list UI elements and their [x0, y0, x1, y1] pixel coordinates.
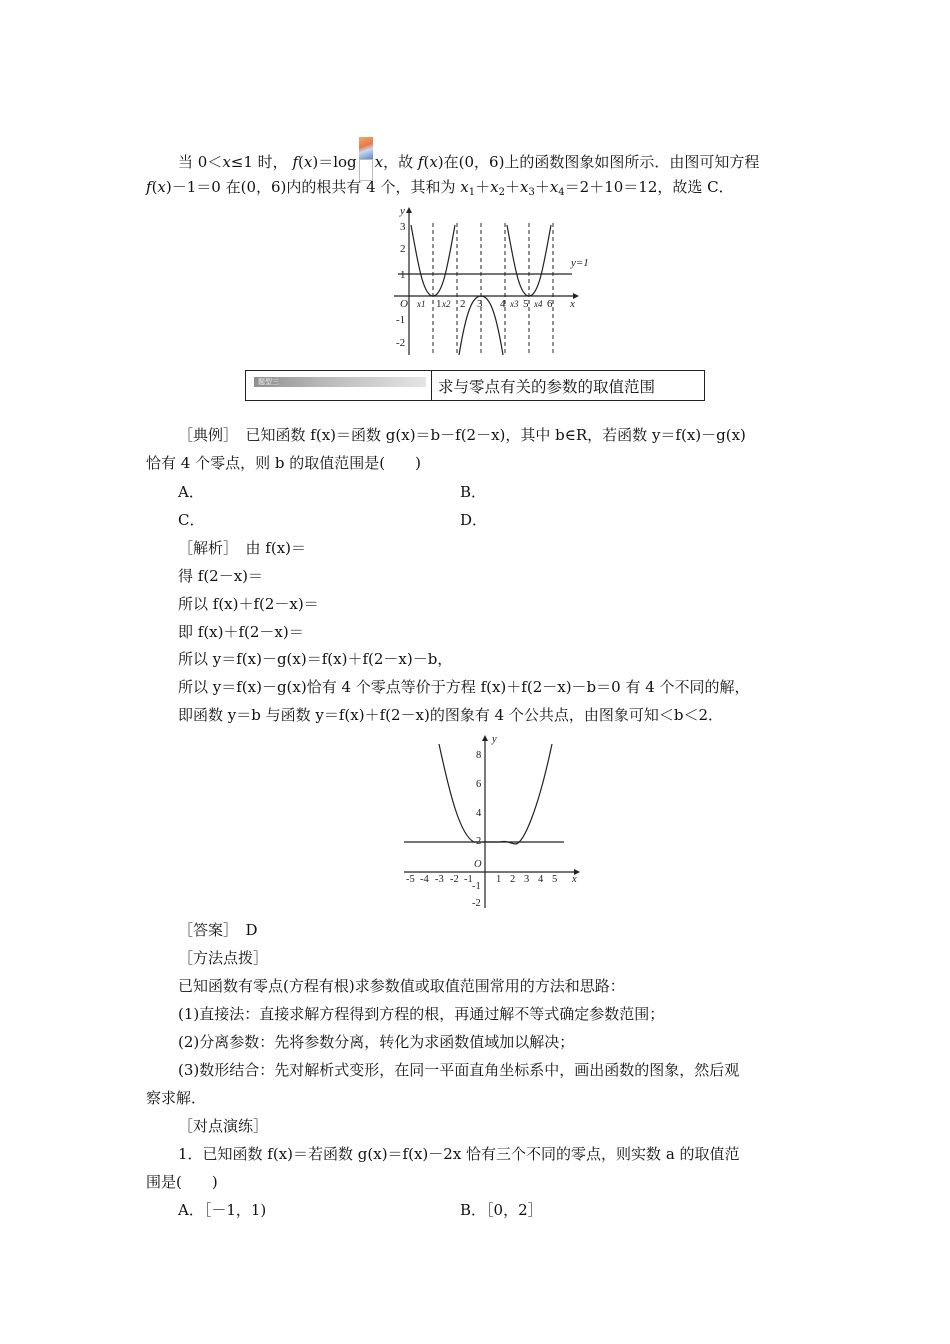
figure2-origin: O: [474, 859, 482, 870]
figure1-xtick: 2: [460, 298, 466, 310]
figure2-x-label: x: [572, 874, 577, 885]
figure2-xtick: -1: [464, 874, 473, 885]
example-label: ［典例］: [178, 426, 231, 444]
figure2-xtick: -3: [435, 874, 444, 885]
method-item: (2)分离参数：先将参数分离，转化为求函数值域加以解决；: [178, 1033, 575, 1051]
method-item: (1)直接法：直接求解方程得到方程的根，再通过解不等式确定参数范围；: [178, 1005, 665, 1023]
figure1-origin: O: [400, 298, 408, 310]
para1-line2: f(x)－1＝0 在(0，6)内的根共有 4 个，其和为 $x_1+x_2+x_3+x_4=2+10=12$，故选 C．: [146, 178, 734, 198]
figure1-root-label: x3: [510, 299, 519, 309]
figure2-xtick: 5: [552, 874, 558, 885]
figure2-ytick: 2: [476, 836, 482, 847]
figure2-ytick: -1: [472, 881, 481, 892]
figure2-ytick: 8: [476, 750, 482, 761]
figure1-y-label: y: [400, 205, 405, 217]
answer-label: ［答案］: [178, 921, 231, 939]
log-base-image-icon: [359, 137, 373, 181]
section-divider: [431, 371, 432, 400]
figure1-ytick: 3: [400, 221, 406, 233]
figure1-ytick: -2: [396, 337, 406, 349]
figure1-root-label: x2: [442, 299, 451, 309]
figure1-ytick: -1: [396, 314, 406, 326]
solution-label: ［解析］: [178, 539, 231, 557]
answer-value: D: [245, 921, 258, 939]
figure2-xtick: 3: [524, 874, 530, 885]
figure1-xtick: 1: [436, 298, 442, 310]
figure2-ytick: 6: [476, 779, 482, 790]
figure2-xtick: 4: [538, 874, 544, 885]
example-line2: 恰有 4 个零点，则 b 的取值范围是( ): [146, 454, 421, 472]
answer-line: [178, 920, 258, 940]
section-title: 求与零点有关的参数的取值范围: [438, 378, 656, 396]
para1-line1: 当 0＜x≤1 时， f(x)＝log x，故 f(x)在(0，6)上的函数图象如图所示．由图可知方程: [178, 137, 759, 181]
figure1-line-label: y=1: [571, 257, 589, 269]
figure2-ytick: 4: [476, 808, 482, 819]
solution-line: 所以 f(x)＋f(2－x)＝: [178, 595, 319, 613]
solution-line: 即函数 y＝b 与函数 y＝f(x)＋f(2－x)的图象有 4 个公共点，由图象可知＜b＜2．: [178, 706, 724, 724]
option-a: A．: [178, 483, 204, 501]
figure1-root-label: x4: [534, 299, 543, 309]
figure1-x-label: x: [570, 298, 575, 310]
method-intro: 已知函数有零点(方程有根)求参数值或取值范围常用的方法和思路：: [178, 977, 625, 995]
method-item: 察求解．: [146, 1089, 207, 1107]
figure2-xtick: 1: [496, 874, 502, 885]
figure1-xtick: 4: [500, 298, 506, 310]
section-header: [245, 370, 705, 401]
practice-q1-line1: 1．已知函数 f(x)＝若函数 g(x)＝f(x)－2x 恰有三个不同的零点，则实数 a 的取值范: [178, 1145, 740, 1163]
figure2-y-label: y: [492, 734, 497, 745]
figure2-xtick: -2: [450, 874, 459, 885]
option-b: B．: [460, 483, 487, 501]
figure2-xtick: -4: [420, 874, 429, 885]
practice-option-b: B．［0，2］: [460, 1201, 543, 1219]
figure1-graph: [390, 203, 590, 358]
figure1-xtick: 5: [523, 298, 529, 310]
option-c: C．: [178, 511, 205, 529]
figure1-root-label: x1: [417, 299, 426, 309]
solution-line: 所以 y＝f(x)－g(x)恰有 4 个零点等价于方程 f(x)＋f(2－x)－b＝0 有 4 个不同的解，: [178, 678, 750, 696]
practice-option-a: A．［－1，1): [178, 1201, 267, 1219]
solution-line: 即 f(x)＋f(2－x)＝: [178, 623, 304, 641]
figure2-xtick: 2: [510, 874, 516, 885]
option-d: D．: [460, 511, 488, 529]
solution-line: ［解析］ 由 f(x)＝: [178, 539, 307, 557]
practice-label: ［对点演练］: [178, 1117, 269, 1135]
figure1-ytick: 2: [400, 243, 406, 255]
method-item: (3)数形结合：先对解析式变形，在同一平面直角坐标系中，画出函数的图象，然后观: [178, 1061, 740, 1079]
solution-line: 得 f(2－x)＝: [178, 567, 264, 585]
figure2-xtick: -5: [406, 874, 415, 885]
figure1-xtick: 6: [547, 298, 553, 310]
figure1-xtick: 3: [477, 298, 483, 310]
solution-line: 所以 y＝f(x)－g(x)＝f(x)＋f(2－x)－b，: [178, 650, 453, 668]
figure2-curve: [439, 744, 552, 844]
figure2-graph: [400, 730, 590, 912]
example-line1: ［典例］ 已知函数 f(x)＝函数 g(x)＝b－f(2－x)，其中 b∈R，若函数 y＝f(x)－g(x): [178, 426, 746, 444]
figure2-ytick: -2: [472, 898, 481, 909]
method-label: ［方法点拨］: [178, 949, 269, 967]
figure1-ytick: 1: [400, 269, 406, 281]
practice-q1-line2: 围是( ): [146, 1173, 218, 1191]
section-tag: 题型三: [254, 377, 426, 387]
